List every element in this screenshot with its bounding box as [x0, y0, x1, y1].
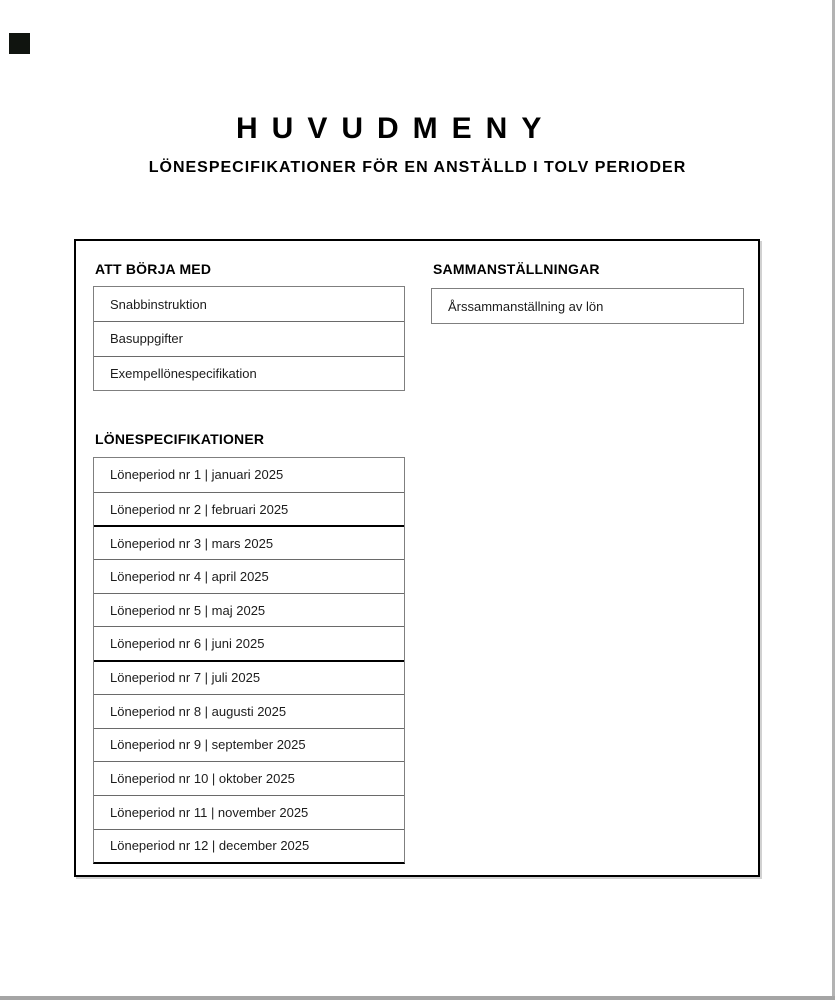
payslip-menu-button[interactable]: Löneperiod nr 8 | augusti 2025 [94, 694, 404, 728]
start-menu-button[interactable]: Exempellönespecifikation [94, 356, 404, 390]
payslip-menu-button[interactable]: Löneperiod nr 2 | februari 2025 [94, 492, 404, 526]
summary-list [431, 288, 744, 324]
payslip-menu-button[interactable]: Löneperiod nr 9 | september 2025 [94, 728, 404, 762]
sammanstallningar-heading: SAMMANSTÄLLNINGAR [433, 261, 600, 277]
payslip-menu-button[interactable]: Löneperiod nr 1 | januari 2025 [94, 458, 404, 492]
payslip-menu-button[interactable]: Löneperiod nr 11 | november 2025 [94, 795, 404, 829]
page-edge-bottom [0, 996, 835, 1000]
lonespecifikationer-heading: LÖNESPECIFIKATIONER [95, 431, 265, 447]
start-menu-button[interactable]: Basuppgifter [94, 321, 404, 355]
payslip-menu-button[interactable]: Löneperiod nr 3 | mars 2025 [94, 525, 404, 559]
att-borja-med-heading: ATT BÖRJA MED [95, 261, 212, 277]
start-list [93, 286, 405, 391]
page-title: HUVUDMENY [236, 112, 556, 145]
menu-box [74, 239, 760, 877]
payslip-list [93, 457, 405, 864]
payslip-menu-button[interactable]: Löneperiod nr 4 | april 2025 [94, 559, 404, 593]
payslip-menu-button[interactable]: Löneperiod nr 6 | juni 2025 [94, 626, 404, 660]
page-subtitle: LÖNESPECIFIKATIONER FÖR EN ANSTÄLLD I TOLV PERIODER [148, 159, 687, 176]
payslip-menu-button[interactable]: Löneperiod nr 12 | december 2025 [94, 829, 404, 863]
payslip-menu-button[interactable]: Löneperiod nr 7 | juli 2025 [94, 660, 404, 694]
start-menu-button[interactable]: Snabbinstruktion [94, 287, 404, 321]
corner-mark [9, 33, 30, 54]
summary-menu-button[interactable]: Årssammanställning av lön [432, 289, 743, 323]
payslip-menu-button[interactable]: Löneperiod nr 5 | maj 2025 [94, 593, 404, 627]
payslip-menu-button[interactable]: Löneperiod nr 10 | oktober 2025 [94, 761, 404, 795]
